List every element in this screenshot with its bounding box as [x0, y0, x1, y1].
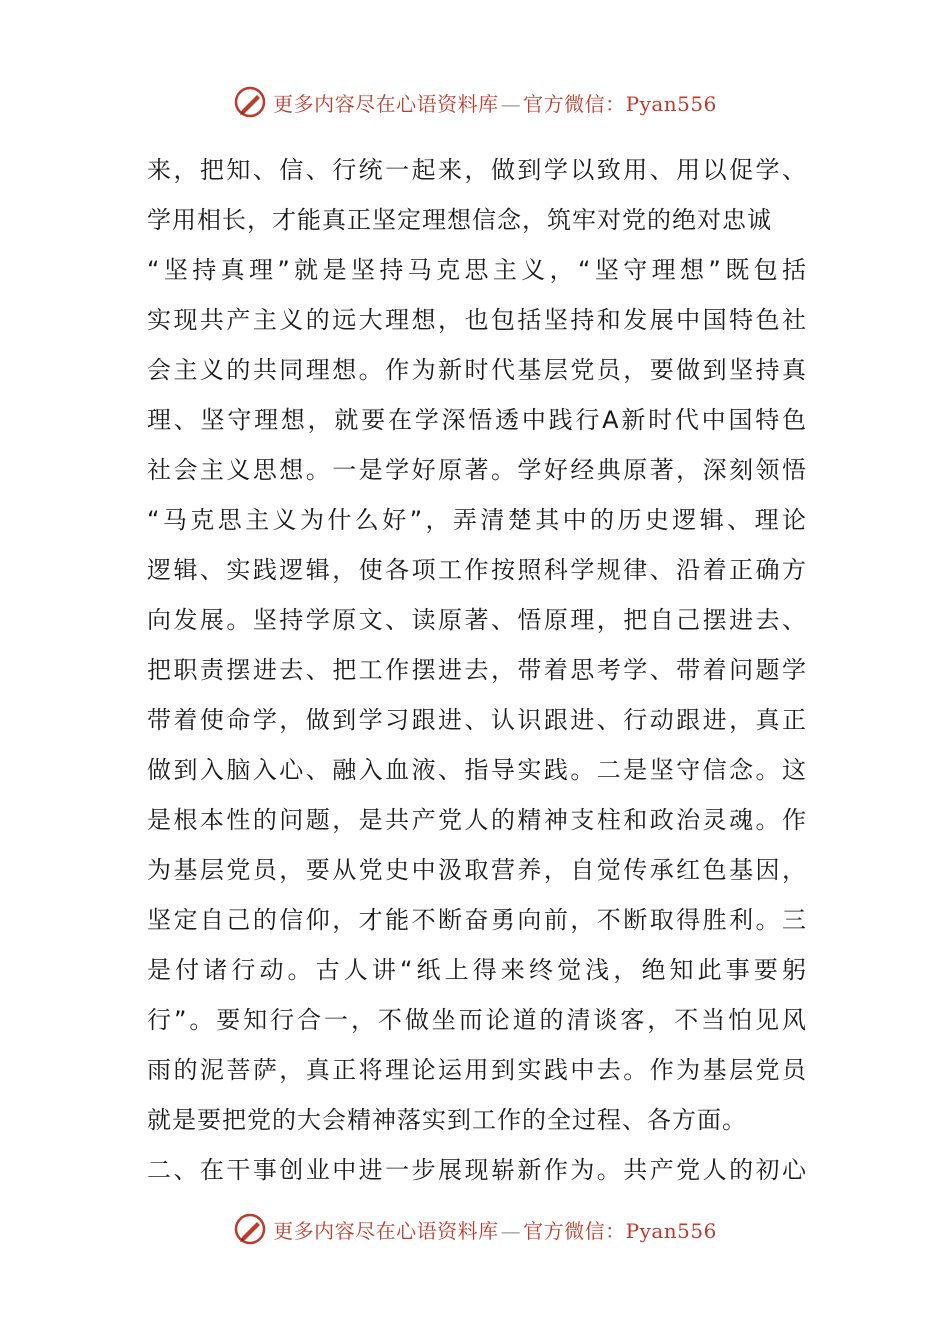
header-banner	[0, 82, 950, 122]
body-line: 是根本性的问题，是共产党人的精神支柱和政治灵魂。作	[147, 806, 807, 834]
body-line: 为基层党员，要从党史中汲取营养，自觉传承红色基因，	[147, 856, 807, 884]
footer-wechat-label: 官方微信：	[523, 1218, 626, 1243]
body-line: 逻辑、实践逻辑，使各项工作按照科学规律、沿着正确方	[147, 556, 807, 584]
body-line: 向发展。坚持学原文、读原著、悟原理，把自己摆进去、	[147, 606, 807, 634]
body-line: 来，把知、信、行统一起来，做到学以致用、用以促学、	[147, 156, 807, 184]
header-site-name: 更多内容尽在心语资料库	[273, 91, 499, 116]
footer-wechat-id: Pyan556	[625, 1218, 717, 1243]
body-line: 实现共产主义的远大理想，也包括坚持和发展中国特色社	[147, 306, 807, 334]
footer-banner-text	[273, 1215, 717, 1244]
body-line: 就是要把党的大会精神落实到工作的全过程、各方面。	[147, 1106, 747, 1134]
body-line: 学用相长，才能真正坚定理想信念，筑牢对党的绝对忠诚	[147, 206, 772, 234]
pen-logo-icon	[233, 1212, 267, 1246]
body-line: 理、坚守理想，就要在学深悟透中践行A新时代中国特色	[147, 406, 807, 434]
body-line: 是付诸行动。古人讲“纸上得来终觉浅，绝知此事要躬	[147, 956, 807, 984]
body-line: 坚定自己的信仰，才能不断奋勇向前，不断取得胜利。三	[147, 906, 807, 934]
footer-site-name: 更多内容尽在心语资料库	[273, 1218, 499, 1243]
header-wechat-id: Pyan556	[625, 91, 717, 116]
body-line: “坚持真理”就是坚持马克思主义，“坚守理想”既包括	[147, 256, 807, 284]
header-dash: —	[500, 91, 522, 116]
body-line: 带着使命学，做到学习跟进、认识跟进、行动跟进，真正	[147, 706, 807, 734]
header-banner-text	[273, 88, 717, 117]
body-line: 行”。要知行合一，不做坐而论道的清谈客，不当怕见风	[147, 1006, 807, 1034]
body-line: 把职责摆进去、把工作摆进去，带着思考学、带着问题学	[147, 656, 807, 684]
pen-logo-icon	[233, 85, 267, 119]
body-line: 社会主义思想。一是学好原著。学好经典原著，深刻领悟	[147, 456, 807, 484]
body-line: 会主义的共同理想。作为新时代基层党员，要做到坚持真	[147, 356, 807, 384]
body-line: “马克思主义为什么好”，弄清楚其中的历史逻辑、理论	[147, 506, 807, 534]
body-line: 做到入脑入心、融入血液、指导实践。二是坚守信念。这	[147, 756, 807, 784]
header-wechat-label: 官方微信：	[523, 91, 626, 116]
document-body	[147, 145, 807, 1195]
body-line: 二、在干事创业中进一步展现崭新作为。共产党人的初心	[147, 1156, 807, 1184]
footer-banner	[0, 1209, 950, 1249]
footer-dash: —	[500, 1218, 522, 1243]
body-line: 雨的泥菩萨，真正将理论运用到实践中去。作为基层党员	[147, 1056, 807, 1084]
